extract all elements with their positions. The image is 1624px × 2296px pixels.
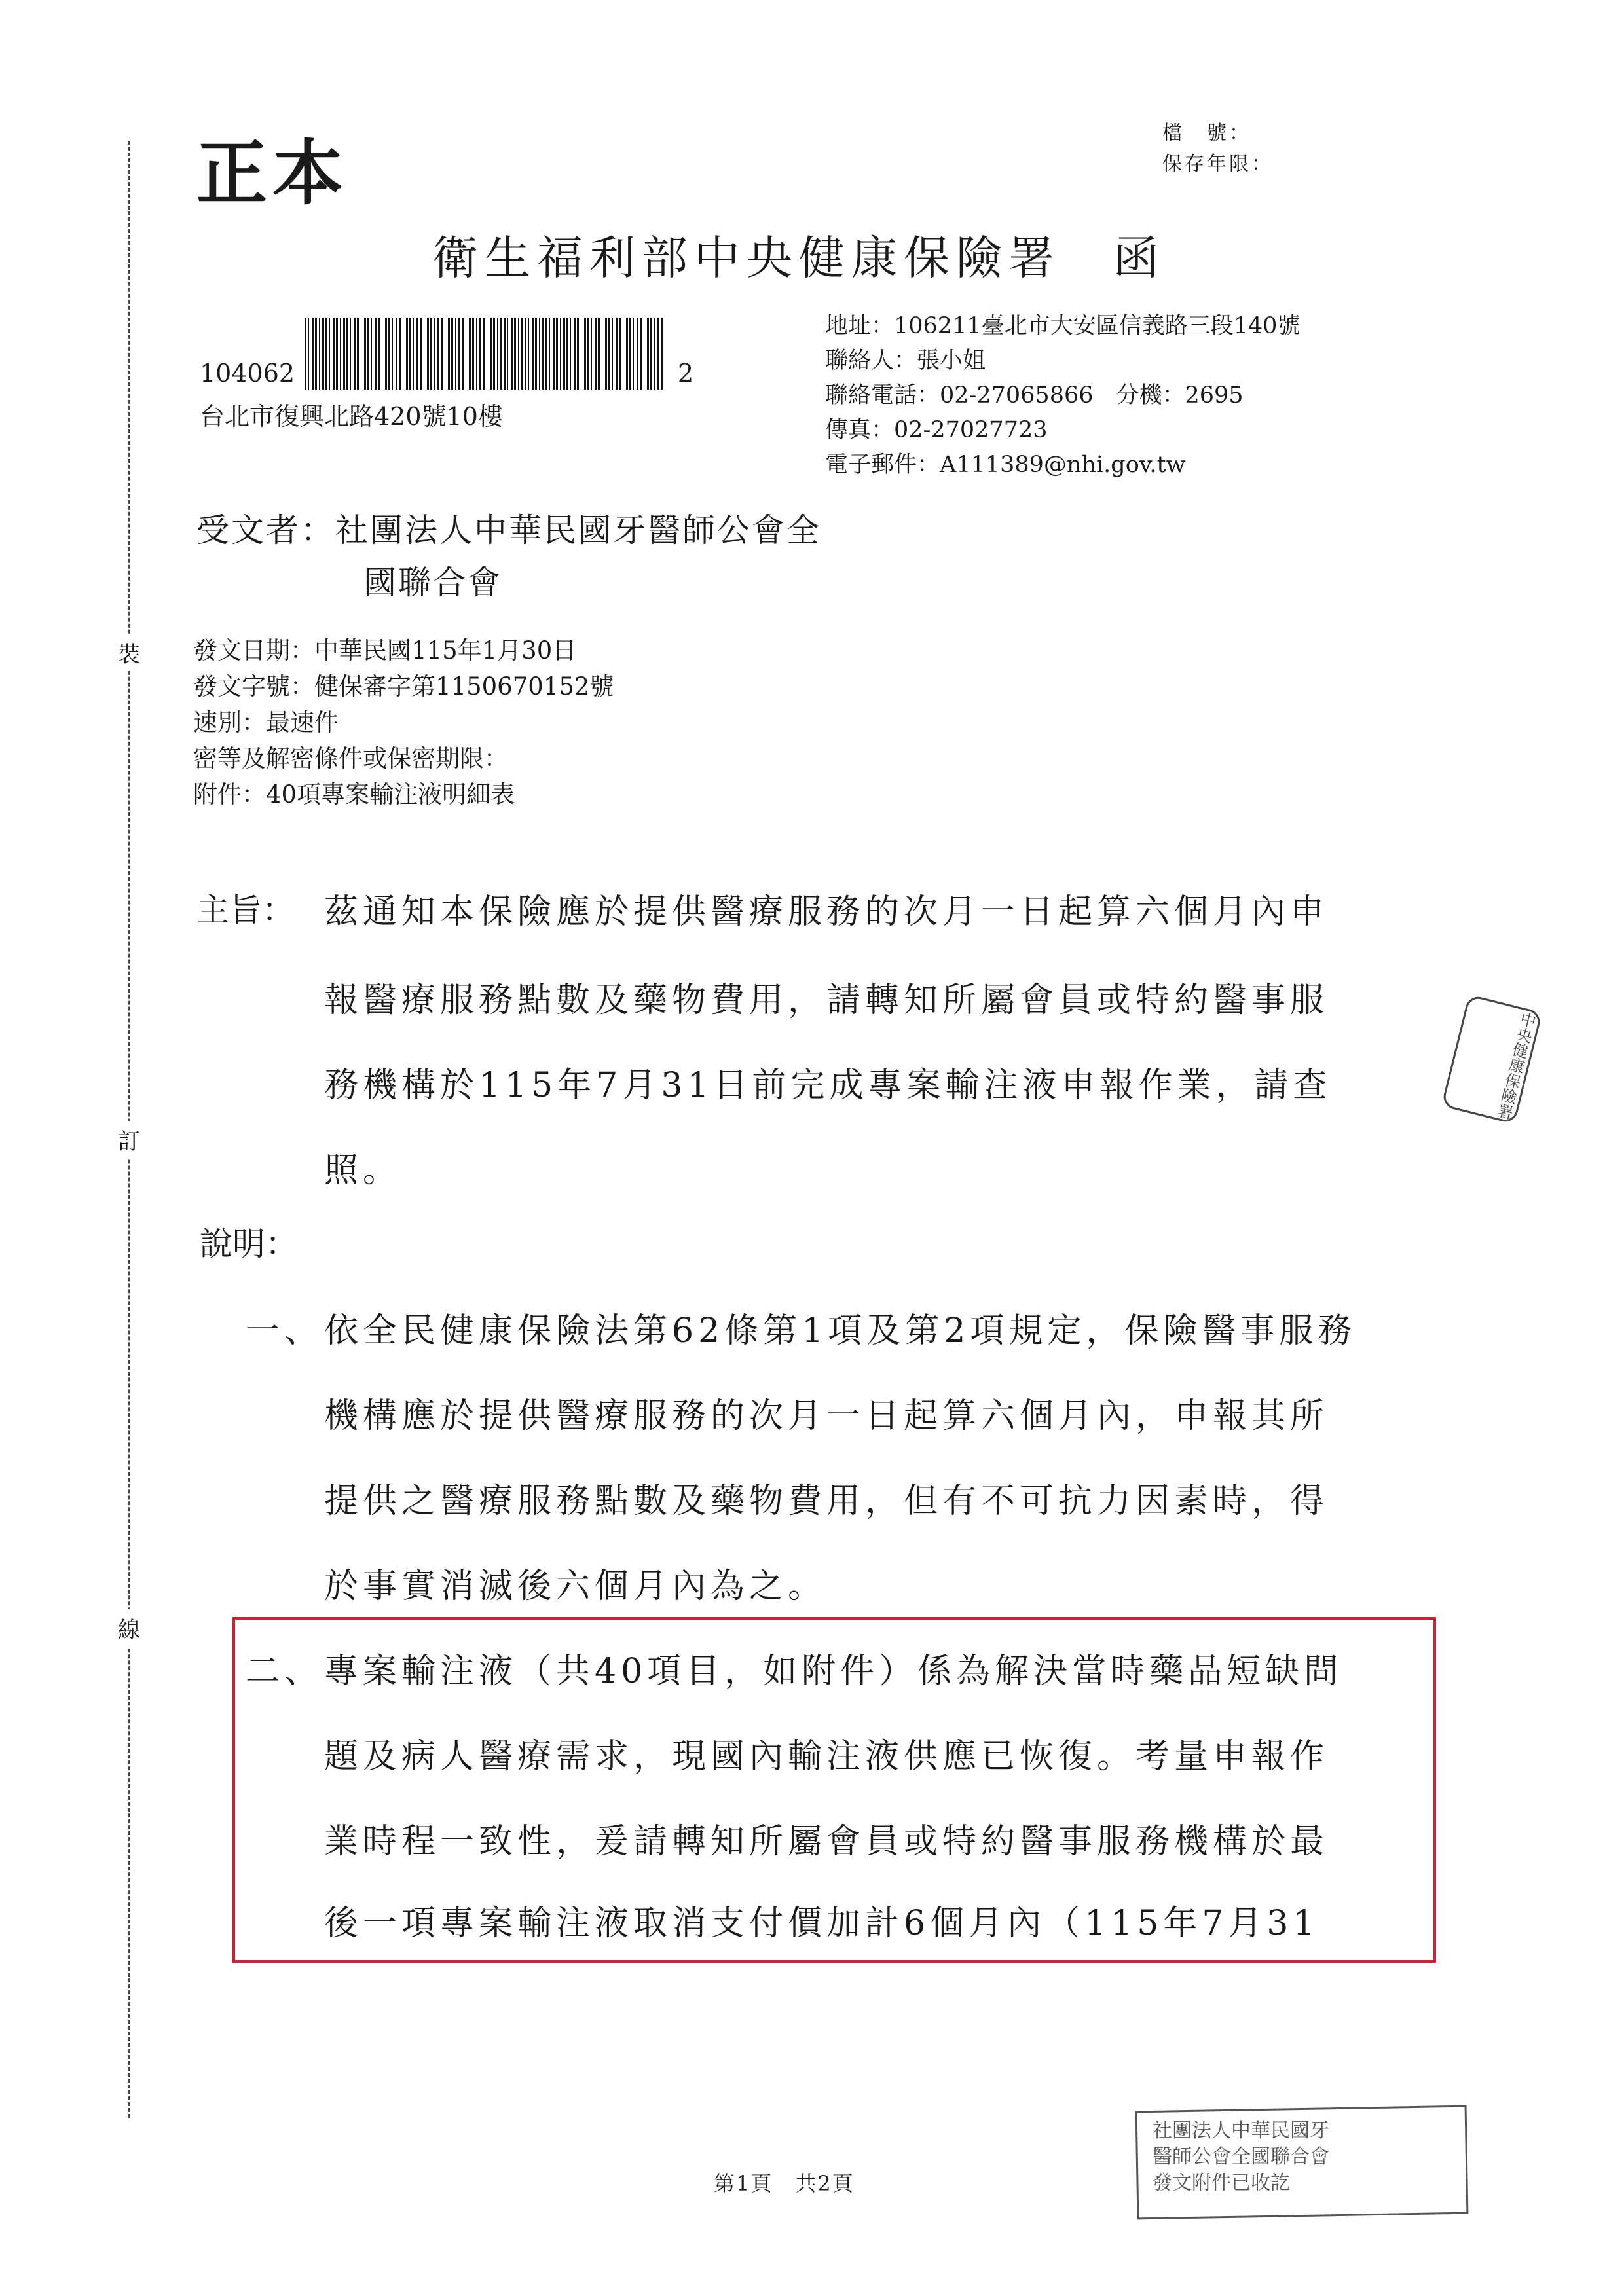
contact-address: 地址：106211臺北市大安區信義路三段140號 bbox=[825, 313, 1301, 339]
item-1-line: 依全民健康保險法第62條第1項及第2項規定，保險醫事服務 bbox=[324, 1311, 1357, 1351]
item-1-line: 提供之醫療服務點數及藥物費用，但有不可抗力因素時，得 bbox=[324, 1482, 1329, 1521]
item-2-number: 二、 bbox=[246, 1652, 323, 1691]
item-1-number: 一、 bbox=[246, 1311, 323, 1351]
receipt-stamp bbox=[1153, 2118, 1447, 2203]
item-2-line: 專案輸注液（共40項目，如附件）係為解決當時藥品短缺問 bbox=[324, 1652, 1343, 1691]
contact-fax: 傳真：02-27027723 bbox=[825, 417, 1048, 443]
subject-line: 照。 bbox=[324, 1151, 402, 1190]
archive-number: 檔 號： bbox=[1162, 122, 1251, 145]
subject-line: 務機構於115年7月31日前完成專案輸注液申報作業，請查 bbox=[324, 1066, 1332, 1105]
attachment: 附件：40項專案輸注液明細表 bbox=[193, 780, 515, 809]
item-1-line: 於事實消滅後六個月內為之。 bbox=[324, 1567, 827, 1606]
item-2-line: 題及病人醫療需求，現國內輸注液供應已恢復。考量申報作 bbox=[324, 1737, 1329, 1776]
contact-person: 聯絡人：張小姐 bbox=[825, 348, 986, 374]
document-number: 發文字號：健保審字第1150670152號 bbox=[193, 672, 614, 701]
official-seal: 中央健康保險署 bbox=[1441, 994, 1542, 1125]
original-copy-mark: 正本 bbox=[196, 132, 349, 215]
recipient-address: 台北市復興北路420號10樓 bbox=[200, 402, 503, 431]
binding-mark-ding: 訂 bbox=[118, 1121, 140, 1158]
subject-line: 茲通知本保險應於提供醫療服務的次月一日起算六個月內申 bbox=[324, 892, 1329, 932]
subject-label: 主旨： bbox=[196, 891, 295, 929]
zip-code: 104062 bbox=[200, 359, 295, 388]
item-2-line: 後一項專案輸注液取消支付價加計6個月內（115年7月31 bbox=[324, 1904, 1320, 1943]
explanation-label: 說明： bbox=[200, 1225, 298, 1263]
barcode-suffix: 2 bbox=[678, 359, 694, 388]
page-number: 第1頁 共2頁 bbox=[714, 2171, 855, 2196]
item-2-line: 業時程一致性，爰請轉知所屬會員或特約醫事服務機構於最 bbox=[324, 1822, 1329, 1861]
secrecy-level: 密等及解密條件或保密期限： bbox=[193, 744, 508, 773]
retention-period: 保存年限： bbox=[1162, 153, 1274, 175]
stamp-line-1: 社團法人中華民國牙 bbox=[1153, 2119, 1329, 2142]
binding-mark-zhuang: 裝 bbox=[118, 634, 140, 671]
issue-date: 發文日期：中華民國115年1月30日 bbox=[193, 636, 577, 665]
recipient-line-1: 受文者：社團法人中華民國牙醫師公會全 bbox=[196, 511, 821, 549]
item-1-line: 機構應於提供醫療服務的次月一日起算六個月內，申報其所 bbox=[324, 1396, 1329, 1436]
delivery-speed: 速別：最速件 bbox=[193, 708, 339, 737]
stamp-line-3: 發文附件已收訖 bbox=[1153, 2172, 1290, 2195]
binding-mark-xian: 線 bbox=[118, 1609, 140, 1647]
contact-phone: 聯絡電話：02-27065866 分機：2695 bbox=[825, 382, 1244, 409]
subject-line: 報醫療服務點數及藥物費用，請轉知所屬會員或特約醫事服 bbox=[324, 981, 1329, 1020]
recipient-line-2: 國聯合會 bbox=[363, 564, 502, 602]
stamp-line-2: 醫師公會全國聯合會 bbox=[1153, 2145, 1329, 2168]
contact-email: 電子郵件：A111389@nhi.gov.tw bbox=[825, 452, 1186, 478]
postal-barcode bbox=[304, 318, 665, 390]
document-title: 衛生福利部中央健康保險署 函 bbox=[432, 231, 1166, 285]
